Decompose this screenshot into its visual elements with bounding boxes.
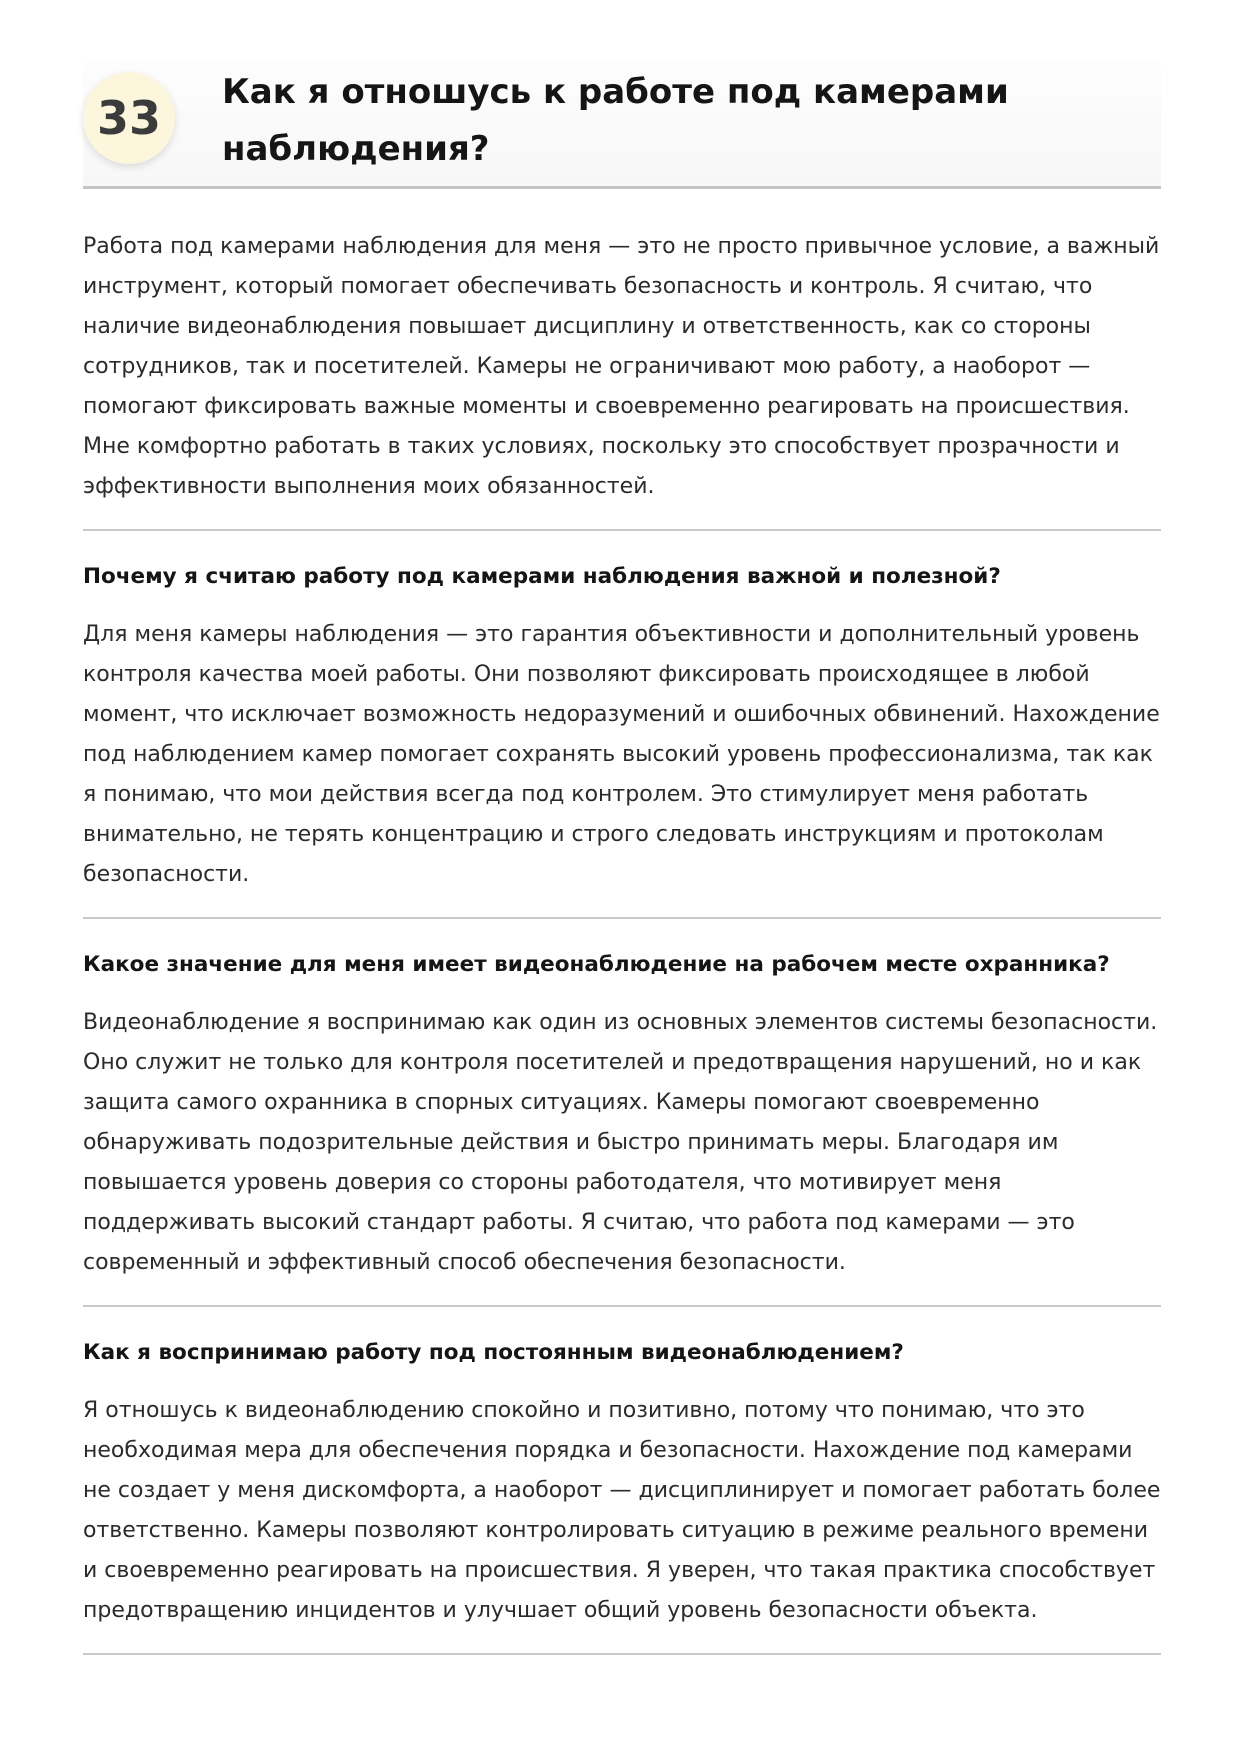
section-heading: Как я воспринимаю работу под постоянным видеонаблюдением? bbox=[83, 1340, 904, 1365]
document-page bbox=[83, 62, 1161, 1655]
section-text: Видеонаблюдение я воспринимаю как один из основных элементов системы безопасности. Оно служит не только для контроля посетителей и предотвращения нарушений, но и как защита самого охранника в спорных ситуациях. Камеры помогают своевременно обнаруживать подозрительные действия и быстро принимать меры. Благодаря им повышается уровень доверия со стороны работодателя, что мотивирует меня поддерживать высокий стандарт работы. Я считаю, что работа под камерами — это современный и эффективный способ обеспечения безопасности. bbox=[83, 1010, 1158, 1275]
answer-section-1 bbox=[83, 561, 1161, 919]
answer-section-3 bbox=[83, 1337, 1161, 1655]
answer-section-2 bbox=[83, 949, 1161, 1307]
intro-paragraph: Работа под камерами наблюдения для меня — это не просто привычное условие, а важный инструмент, который помогает обеспечивать безопасность и контроль. Я считаю, что наличие видеонаблюдения повышает дисциплину и ответственность, как со стороны сотрудников, так и посетителей. Камеры не ограничивают мою работу, а наоборот — помогают фиксировать важные моменты и своевременно реагировать на происшествия. Мне комфортно работать в таких условиях, поскольку это способствует прозрачности и эффективности выполнения моих обязанностей. bbox=[83, 234, 1160, 499]
section-divider bbox=[83, 1305, 1161, 1307]
section-heading: Почему я считаю работу под камерами наблюдения важной и полезной? bbox=[83, 564, 1001, 589]
section-divider bbox=[83, 917, 1161, 919]
section-text: Я отношусь к видеонаблюдению спокойно и позитивно, потому что понимаю, что это необходимая мера для обеспечения порядка и безопасности. Нахождение под камерами не создает у меня дискомфорта, а наоборот — дисциплинирует и помогает работать более ответственно. Камеры позволяют контролировать ситуацию в режиме реального времени и своевременно реагировать на происшествия. Я уверен, что такая практика способствует предотвращению инцидентов и улучшает общий уровень безопасности объекта. bbox=[83, 1398, 1161, 1623]
question-header bbox=[83, 62, 1161, 189]
section-divider bbox=[83, 529, 1161, 531]
question-number-badge: 33 bbox=[83, 72, 175, 164]
section-text: Для меня камеры наблюдения — это гарантия объективности и дополнительный уровень контроля качества моей работы. Они позволяют фиксировать происходящее в любой момент, что исключает возможность недоразумений и ошибочных обвинений. Нахождение под наблюдением камер помогает сохранять высокий уровень профессионализма, так как я понимаю, что мои действия всегда под контролем. Это стимулирует меня работать внимательно, не терять концентрацию и строго следовать инструкциям и протоколам безопасности. bbox=[83, 622, 1160, 887]
section-heading: Какое значение для меня имеет видеонаблюдение на рабочем месте охранника? bbox=[83, 952, 1110, 977]
section-divider bbox=[83, 1653, 1161, 1655]
page-title: Как я отношусь к работе под камерами наблюдения? bbox=[222, 72, 1009, 169]
